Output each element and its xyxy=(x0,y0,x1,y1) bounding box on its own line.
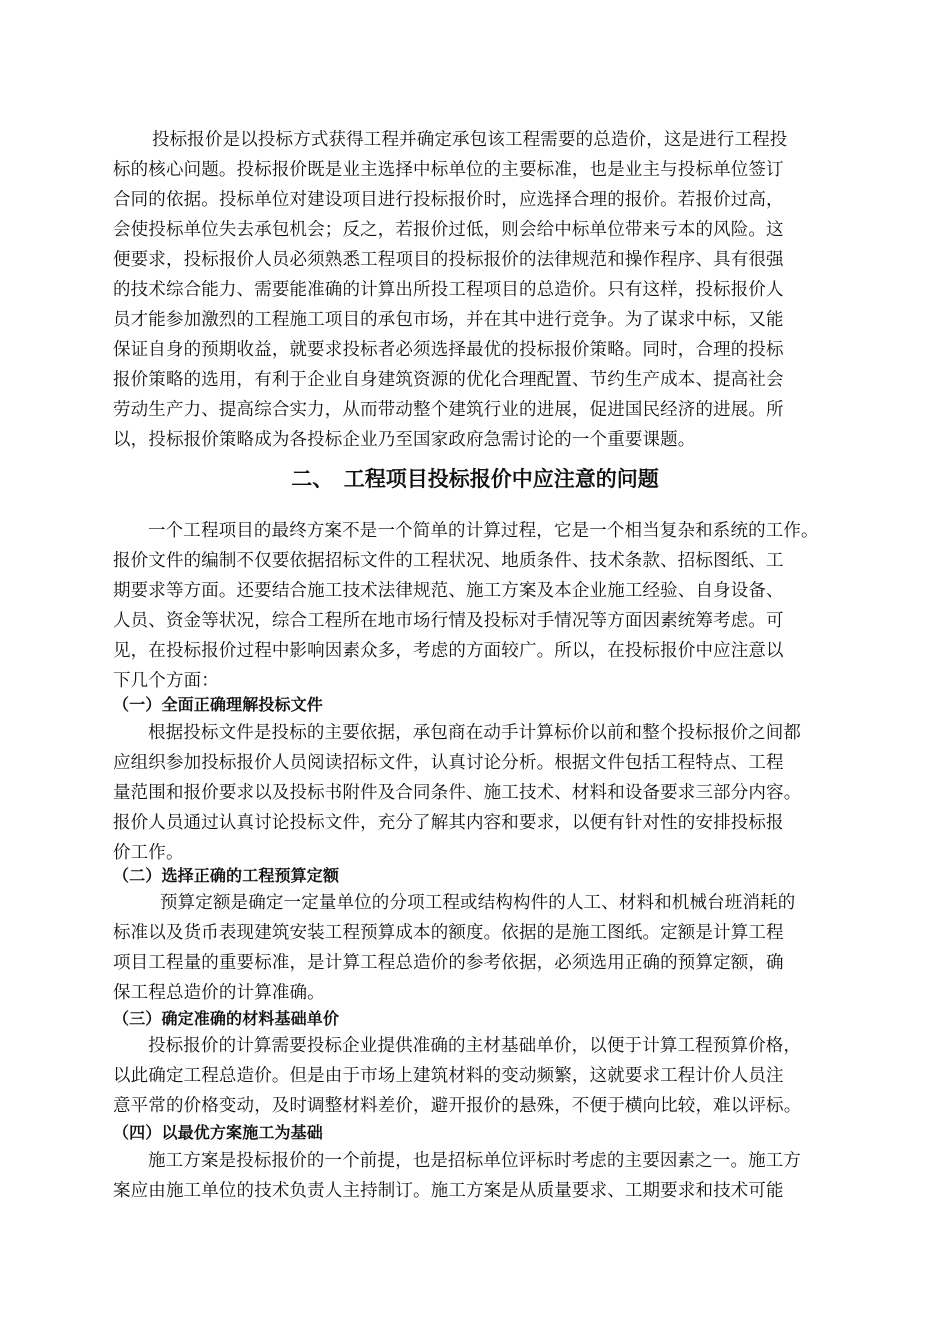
section-intro-line-2: 报价文件的编制不仅要依据招标文件的工程状况、地质条件、技术条款、招标图纸、工 xyxy=(113,551,784,571)
intro-line-1: 投标报价是以投标方式获得工程并确定承包该工程需要的总造价，这是进行工程投 xyxy=(152,130,788,150)
subsection-title-1: （一）全面正确理解投标文件 xyxy=(113,695,323,714)
subsection-1-line-3: 量范围和报价要求以及投标书附件及合同条件、施工技术、材料和设备要求三部分内容。 xyxy=(113,783,802,803)
subsection-2-line-3: 项目工程量的重要标准，是计算工程总造价的参考依据，必须选用正确的预算定额，确 xyxy=(113,953,784,973)
intro-line-4: 会使投标单位失去承包机会；反之，若报价过低，则会给中标单位带来亏本的风险。这 xyxy=(113,220,784,240)
intro-line-6: 的技术综合能力、需要能准确的计算出所投工程项目的总造价。只有这样，投标报价人 xyxy=(113,280,784,300)
subsection-1-line-2: 应组织参加投标报价人员阅读招标文件，认真讨论分析。根据文件包括工程特点、工程 xyxy=(113,753,784,773)
intro-line-11: 以，投标报价策略成为各投标企业乃至国家政府急需讨论的一个重要课题。 xyxy=(113,430,696,450)
intro-line-2: 标的核心问题。投标报价既是业主选择中标单位的主要标准，也是业主与投标单位签订 xyxy=(113,160,784,180)
subsection-title-4: （四）以最优方案施工为基础 xyxy=(113,1123,323,1142)
intro-line-8: 保证自身的预期收益，就要求投标者必须选择最优的投标报价策略。同时，合理的投标 xyxy=(113,340,784,360)
section-intro-line-6: 下几个方面： xyxy=(113,671,219,691)
subsection-3-line-1: 投标报价的计算需要投标企业提供准确的主材基础单价，以便于计算工程预算价格， xyxy=(148,1036,802,1056)
section-heading: 二、 工程项目投标报价中应注意的问题 xyxy=(291,467,659,491)
subsection-1-line-4: 报价人员通过认真讨论投标文件，充分了解其内容和要求，以便有针对性的安排投标报 xyxy=(113,813,784,833)
intro-line-7: 员才能参加激烈的工程施工项目的承包市场，并在其中进行竞争。为了谋求中标，又能 xyxy=(113,310,784,330)
section-intro-line-1: 一个工程项目的最终方案不是一个简单的计算过程，它是一个相当复杂和系统的工作。 xyxy=(148,521,819,541)
intro-line-5: 便要求，投标报价人员必须熟悉工程项目的投标报价的法律规范和操作程序、具有很强 xyxy=(113,250,784,270)
subsection-4-line-1: 施工方案是投标报价的一个前提，也是招标单位评标时考虑的主要因素之一。施工方 xyxy=(148,1151,802,1171)
intro-line-10: 劳动生产力、提高综合实力，从而带动整个建筑行业的进展，促进国民经济的进展。所 xyxy=(113,400,784,420)
intro-line-9: 报价策略的选用，有利于企业自身建筑资源的优化合理配置、节约生产成本、提高社会 xyxy=(113,370,784,390)
subsection-2-line-2: 标准以及货币表现建筑安装工程预算成本的额度。依据的是施工图纸。定额是计算工程 xyxy=(113,923,784,943)
subsection-1-line-5: 价工作。 xyxy=(113,843,184,863)
subsection-title-3: （三）确定准确的材料基础单价 xyxy=(113,1009,340,1028)
subsection-3-line-2: 以此确定工程总造价。但是由于市场上建筑材料的变动频繁，这就要求工程计价人员注 xyxy=(113,1066,784,1086)
subsection-4-line-2: 案应由施工单位的技术负责人主持制订。施工方案是从质量要求、工期要求和技术可能 xyxy=(113,1181,784,1201)
subsection-2-line-1: 预算定额是确定一定量单位的分项工程或结构构件的人工、材料和机械台班消耗的 xyxy=(160,893,796,913)
subsection-3-line-3: 意平常的价格变动，及时调整材料差价，避开报价的悬殊，不便于横向比较，难以评标。 xyxy=(113,1096,802,1116)
subsection-2-line-4: 保工程总造价的计算准确。 xyxy=(113,983,325,1003)
section-intro-line-4: 人员、资金等状况，综合工程所在地市场行情及投标对手情况等方面因素统筹考虑。可 xyxy=(113,611,784,631)
intro-line-3: 合同的依据。投标单位对建设项目进行投标报价时，应选择合理的报价。若报价过高， xyxy=(113,190,784,210)
subsection-title-2: （二）选择正确的工程预算定额 xyxy=(113,866,340,885)
subsection-1-line-1: 根据投标文件是投标的主要依据，承包商在动手计算标价以前和整个投标报价之间都 xyxy=(148,723,802,743)
section-intro-line-5: 见，在投标报价过程中影响因素众多，考虑的方面较广。所以，在投标报价中应注意以 xyxy=(113,641,784,661)
section-intro-line-3: 期要求等方面。还要结合施工技术法律规范、施工方案及本企业施工经验、自身设备、 xyxy=(113,581,784,601)
